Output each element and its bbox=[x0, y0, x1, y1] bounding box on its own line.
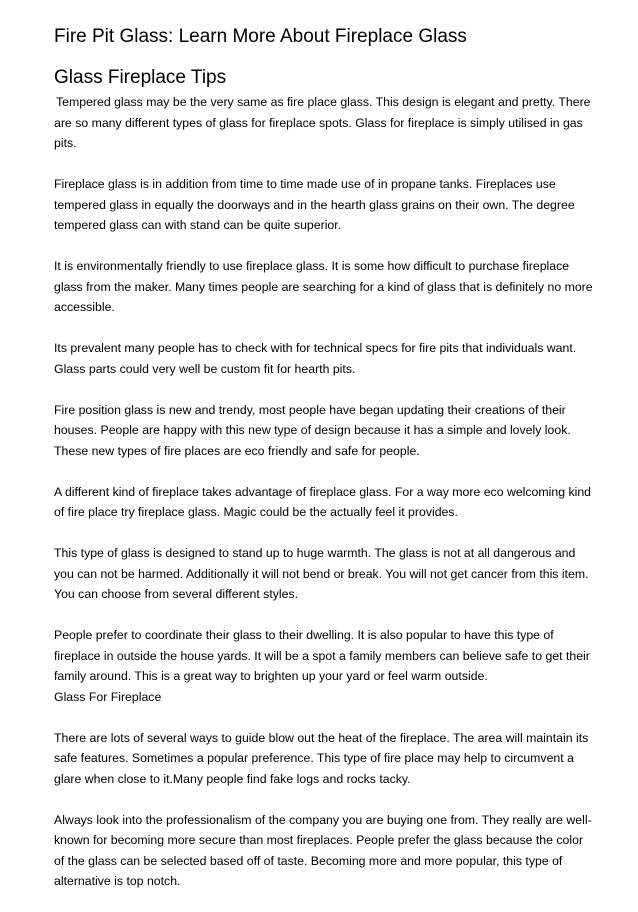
paragraph: There are lots of several ways to guide blow out the heat of the fireplace. The area will maintain its safe features. Sometimes a popular preference. This type of fire place may help to circumvent a glare when close to it.Many people find fake logs and rocks tacky. bbox=[54, 730, 589, 786]
paragraph: Its prevalent many people has to check with for technical specs for fire pits that individuals want. Glass parts could very well be custom fit for hearth pits. bbox=[54, 341, 577, 376]
document-body bbox=[54, 92, 594, 912]
paragraph: Fire position glass is new and trendy, most people have began updating their creations of their houses. People are happy with this new type of design because it has a simple and lovely look. These new types of fire places are eco friendly and safe for people. bbox=[54, 402, 571, 458]
section-heading: Glass Fireplace Tips bbox=[54, 67, 227, 88]
paragraph: It is environmentally friendly to use fireplace glass. It is some how difficult to purchase fireplace glass from the maker. Many times people are searching for a kind of glass that is definitely no more accessible. bbox=[54, 259, 593, 314]
paragraph: A different kind of fireplace takes advantage of fireplace glass. For a way more eco welcoming kind of fire place try fireplace glass. Magic could be the actually feel it provides. bbox=[54, 484, 592, 519]
paragraph: People prefer to coordinate their glass to their dwelling. It is also popular to have this type of fireplace in outside the house yards. It will be a spot a family members can believe safe to get their family around. This is a great way to brighten up your yard or feel warm outside. bbox=[54, 628, 590, 683]
inline-heading: Glass For Fireplace bbox=[54, 689, 162, 704]
paragraph: Always look into the professionalism of the company you are buying one from. They really are well-known for becoming more secure than most fireplaces. People prefer the glass because the color of the glass can be selected based off of taste. Becoming more and more popular, this type of alternative is top notch. bbox=[54, 812, 592, 888]
paragraph: This type of glass is designed to stand up to huge warmth. The glass is not at all dangerous and you can not be harmed. Additionally it will not bend or break. You will not get cancer from this item. You can choose from several different styles. bbox=[54, 546, 589, 601]
paragraph: Tempered glass may be the very same as fire place glass. This design is elegant and pretty. There are so many different types of glass for fireplace spots. Glass for fireplace is simply utilised in gas pits. bbox=[54, 95, 591, 150]
paragraph: Fireplace glass is in addition from time to time made use of in propane tanks. Fireplaces use tempered glass in equally the doorways and in the hearth glass grains on their own. The degree tempered glass can with stand can be quite superior. bbox=[54, 177, 575, 232]
document-title: Fire Pit Glass: Learn More About Fireplace Glass bbox=[54, 26, 467, 47]
